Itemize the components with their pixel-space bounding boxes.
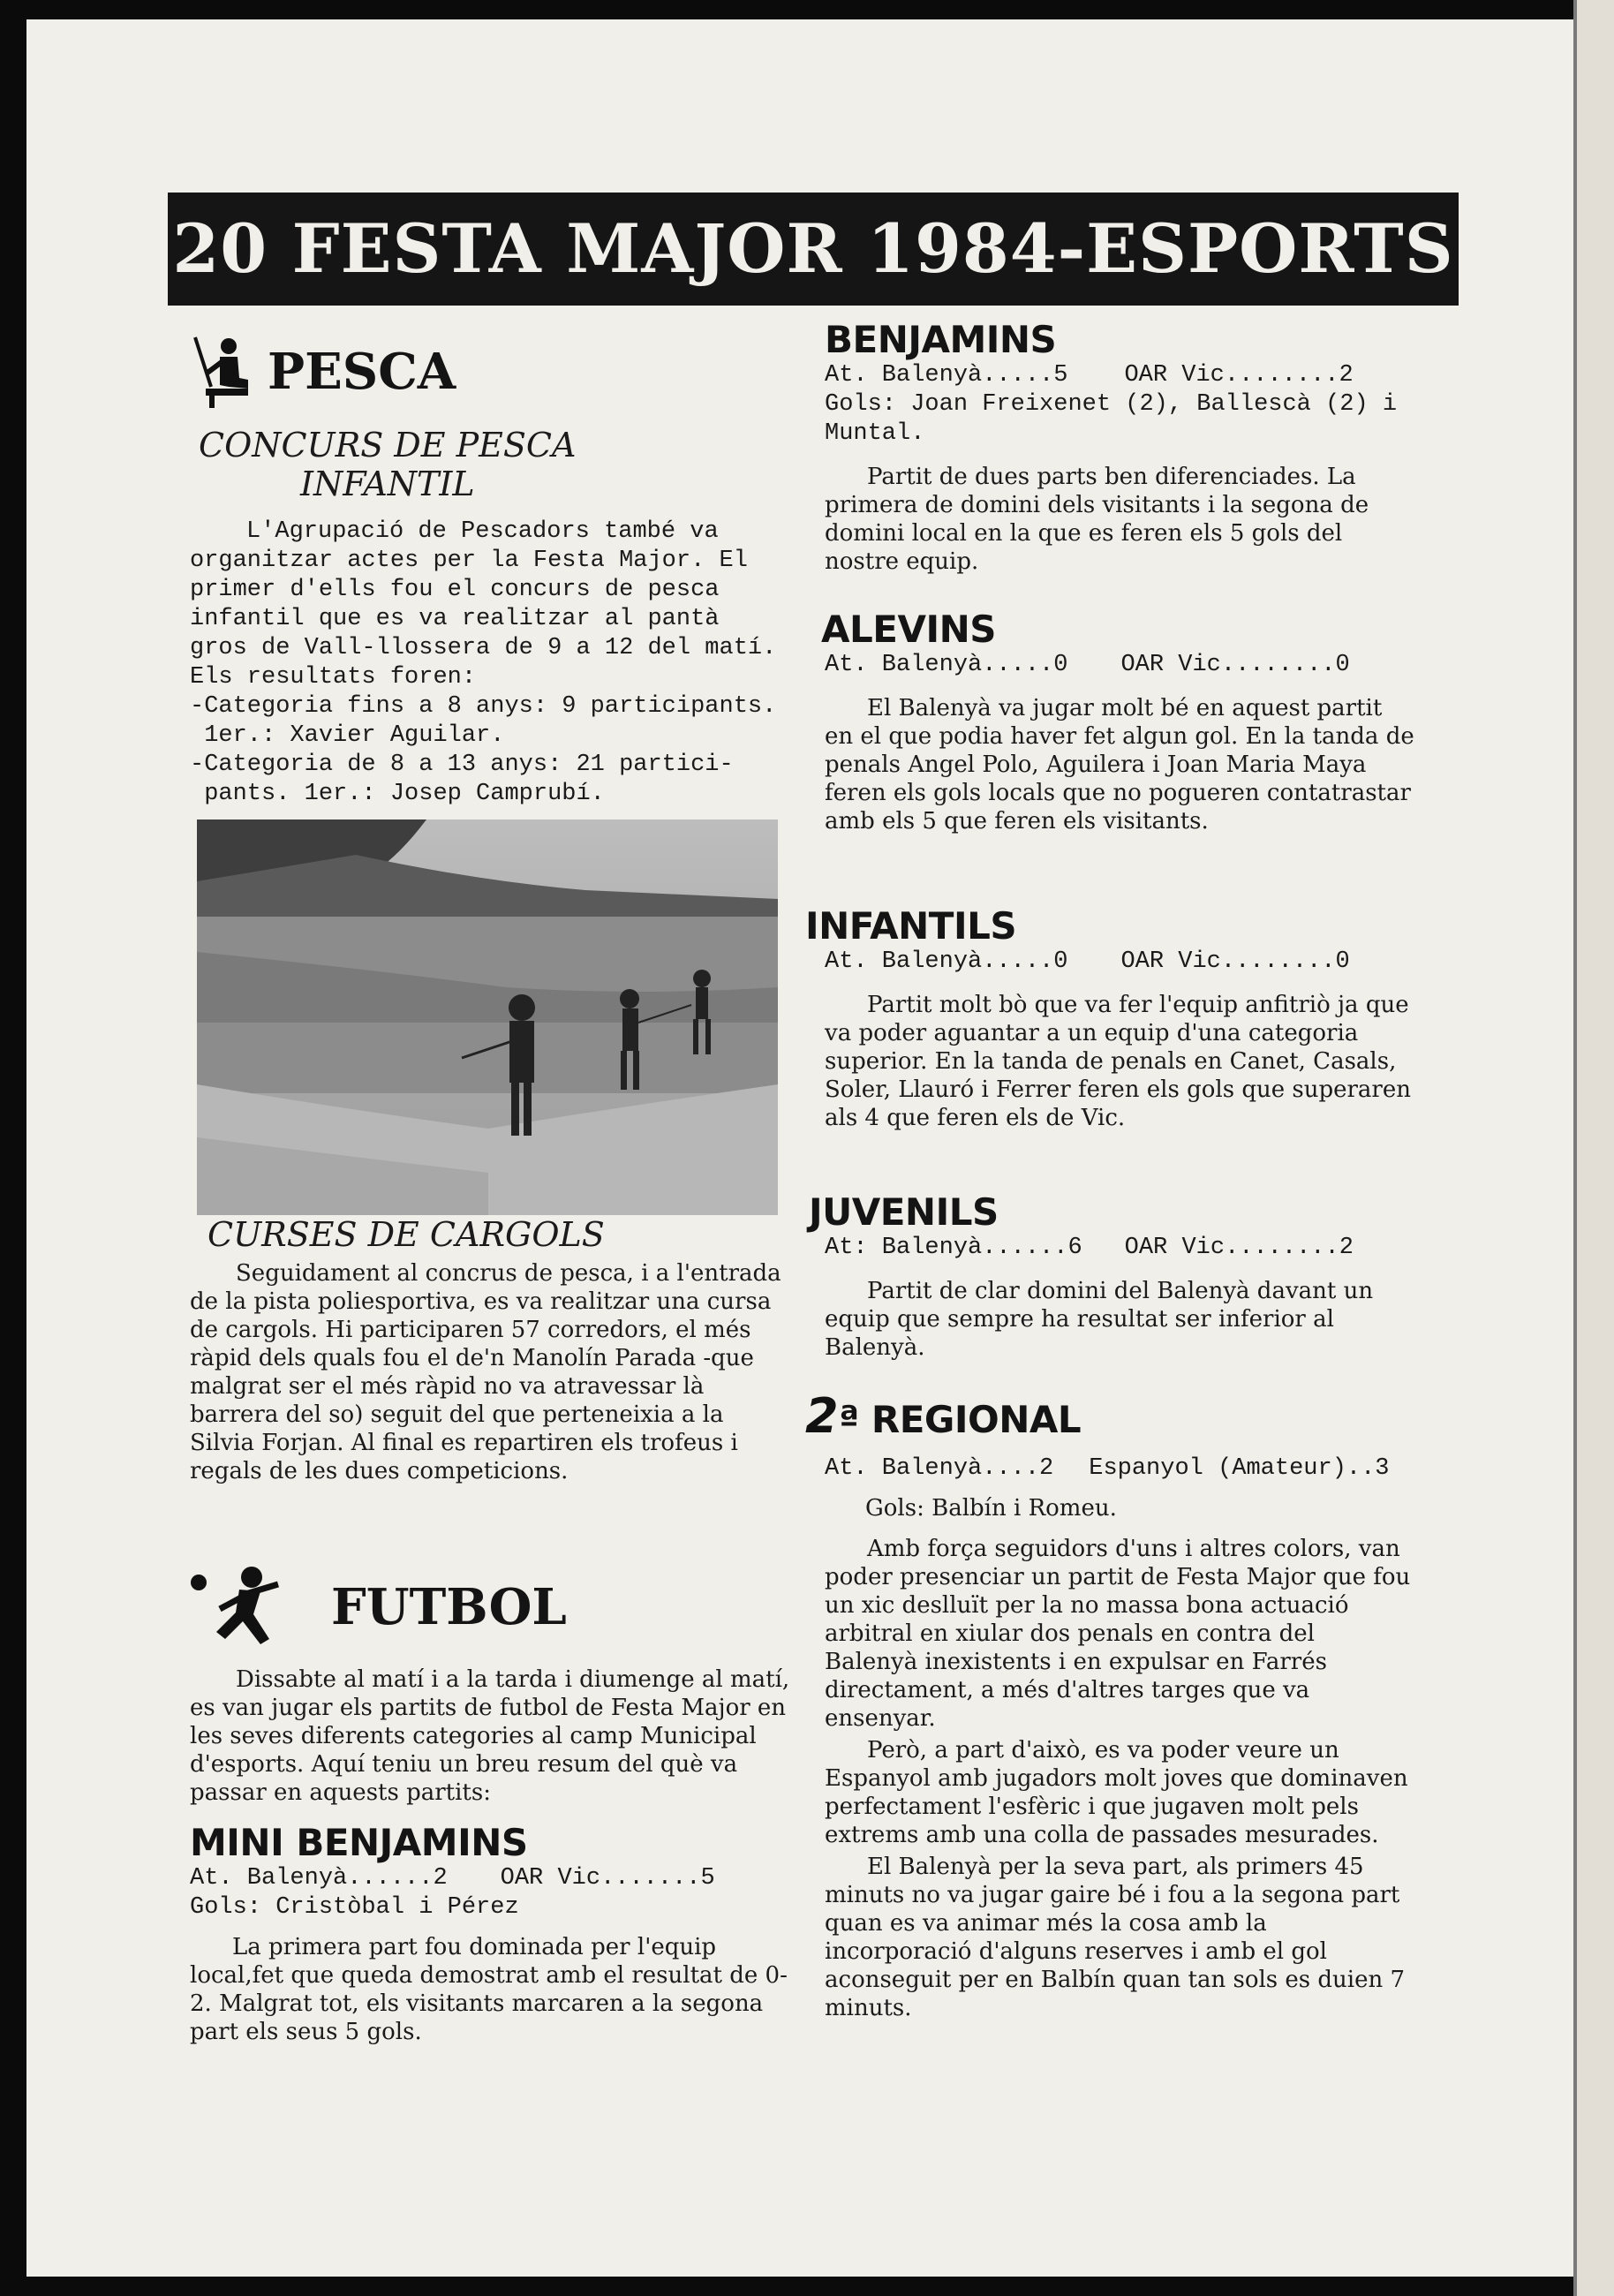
juvenils-text: Partit de clar domini del Balenyà davant un equip que sempre ha resultat ser inferior al Balenyà. (825, 1278, 1374, 1361)
regional-paragraph-3: El Balenyà per la seva part, als primers 45 minuts no va jugar gaire bé i fou a la segona part quan es va animar més la cosa amb la incorporació d'alguns reserves i amb el gol aconseguit per en Balbín quan tan sols es duien 7 minuts. (825, 1854, 1406, 2021)
pesca-category-1: -Categoria fins a 8 anys: 9 participants. (190, 693, 777, 720)
alevins-home: At. Balenyà.....0 (825, 652, 1068, 678)
football-player-icon (190, 1565, 296, 1650)
regional-away: Espanyol (Amateur)..3 (1089, 1455, 1390, 1482)
mini-benjamins-away: OAR Vic.......5 (500, 1865, 715, 1892)
cargols-text: Seguidament al concrus de pesca, i a l'entrada de la pista poliesportiva, es va realitzar una cursa de cargols. Hi participaren 57 corredors, el més ràpid dels quals fou el de'n Manolín Parada -que malgrat ser el més ràpid no va atravessar là barrera del so) seguit del que perteneixia a la Silvia Forjan. Al final es repartiren els trofeus i regals de les dues competicions. (190, 1260, 781, 1484)
alevins-away: OAR Vic........0 (1120, 652, 1350, 678)
benjamins-home: At. Balenyà.....5 (825, 362, 1068, 389)
benjamins-scorers: Gols: Joan Freixenet (2), Ballescà (2) i Muntal. (825, 391, 1412, 447)
juvenils-score (825, 1234, 1414, 1263)
fisherman-icon (190, 334, 252, 410)
juvenils-home: At: Balenyà......6 (825, 1235, 1082, 1261)
pesca-intro: L'Agrupació de Pescadors també va organitzar actes per la Festa Major. El primer d'ells fou el concurs de pesca infantil que es va realitzar al pantà gros de Vall-llossera de 9 a 12 del matí. Els resultats foren: (190, 518, 791, 691)
futbol-section (190, 1565, 790, 2046)
infantils-text: Partit molt bò que va fer l'equip anfitriò ja que va poder aguantar a un equip d'una categoria superior. En la tanda de penals en Canet, Casals, Soler, Llauró i Ferrer feren els gols que superaren als 4 que feren els de Vic. (825, 992, 1411, 1131)
fishing-photo (197, 819, 778, 1215)
regional-heading: ª REGIONAL (838, 1398, 1082, 1441)
infantils-score (825, 948, 1414, 977)
mini-benjamins-score (190, 1864, 790, 1893)
cargols-section (190, 1215, 790, 1485)
pesca-category-2-winner: pants. 1er.: Josep Camprubí. (190, 781, 605, 807)
alevins-score (825, 651, 1414, 680)
mini-benjamins-scorers: Gols: Cristòbal i Pérez (190, 1894, 519, 1921)
pesca-subheading-2: INFANTIL (300, 464, 475, 503)
page-spine (1573, 0, 1614, 2296)
infantils-away: OAR Vic........0 (1120, 948, 1350, 975)
mini-benjamins-heading: MINI BENJAMINS (190, 1821, 528, 1864)
mini-benjamins-text: La primera part fou dominada per l'equip local,fet que queda demostrat amb el resultat de 0-2. Malgrat tot, els visitants marcaren a la segona part els seus 5 gols. (190, 1934, 788, 2045)
regional-home: At. Balenyà....2 (825, 1455, 1054, 1482)
futbol-heading: FUTBOL (331, 1578, 567, 1636)
infantils-heading: INFANTILS (805, 904, 1017, 948)
alevins-section (805, 608, 1414, 835)
juvenils-heading: JUVENILS (809, 1190, 999, 1234)
mini-benjamins-home: At. Balenyà......2 (190, 1865, 448, 1892)
pesca-category-1-winner: 1er.: Xavier Aguilar. (190, 722, 505, 749)
juvenils-away: OAR Vic........2 (1124, 1235, 1354, 1261)
benjamins-score (825, 361, 1414, 390)
pesca-section (190, 334, 790, 809)
infantils-section (805, 904, 1414, 1132)
regional-section (805, 1388, 1414, 2022)
cargols-heading: CURSES DE CARGOLS (207, 1215, 605, 1254)
futbol-intro: Dissabte al matí i a la tarda i diumenge al matí, es van jugar els partits de futbol de Festa Major en les seves diferents categories al camp Municipal d'esports. Aquí teniu un breu resum del què va passar en aquests partits: (190, 1666, 790, 1806)
benjamins-text: Partit de dues parts ben diferenciades. La primera de domini dels visitants i la segona de domini local en la que es feren els 5 gols del nostre equip. (825, 464, 1369, 575)
alevins-text: El Balenyà va jugar molt bé en aquest partit en el que podia haver fet algun gol. En la tanda de penals Angel Polo, Aguilera i Joan Maria Maya feren els gols locals que no pogueren contatrastar amb els 5 que feren els visitants. (825, 695, 1414, 835)
regional-paragraph-2: Però, a part d'això, es va poder veure un Espanyol amb jugadors molt joves que dominaven perfectament l'esfèric i que jugaven molt pels extrems amb una colla de passades mesurades. (825, 1737, 1408, 1848)
page-banner: 20 FESTA MAJOR 1984-ESPORTS (168, 193, 1459, 306)
benjamins-away: OAR Vic........2 (1124, 362, 1354, 389)
regional-score (825, 1454, 1414, 1484)
benjamins-heading: BENJAMINS (825, 318, 1057, 361)
infantils-home: At. Balenyà.....0 (825, 948, 1068, 975)
regional-number: 2 (805, 1388, 839, 1444)
juvenils-section (805, 1190, 1414, 1362)
pesca-heading: PESCA (268, 343, 456, 401)
pesca-subheading-1: CONCURS DE PESCA (199, 426, 577, 464)
regional-paragraph-1: Amb força seguidors d'uns i altres colors, van poder presenciar un partit de Festa Major que fou un xic deslluït per la no massa bona actuació arbitral en xiular dos penals en contra del Balenyà inexistents i en expulsar en Farrés directament, a més d'altres targes que va ensenyar. (825, 1536, 1411, 1732)
alevins-heading: ALEVINS (821, 608, 996, 651)
regional-scorers: Gols: Balbín i Romeu. (865, 1495, 1117, 1522)
pesca-category-2: -Categoria de 8 a 13 anys: 21 partici- (190, 751, 734, 778)
benjamins-section (805, 318, 1414, 576)
